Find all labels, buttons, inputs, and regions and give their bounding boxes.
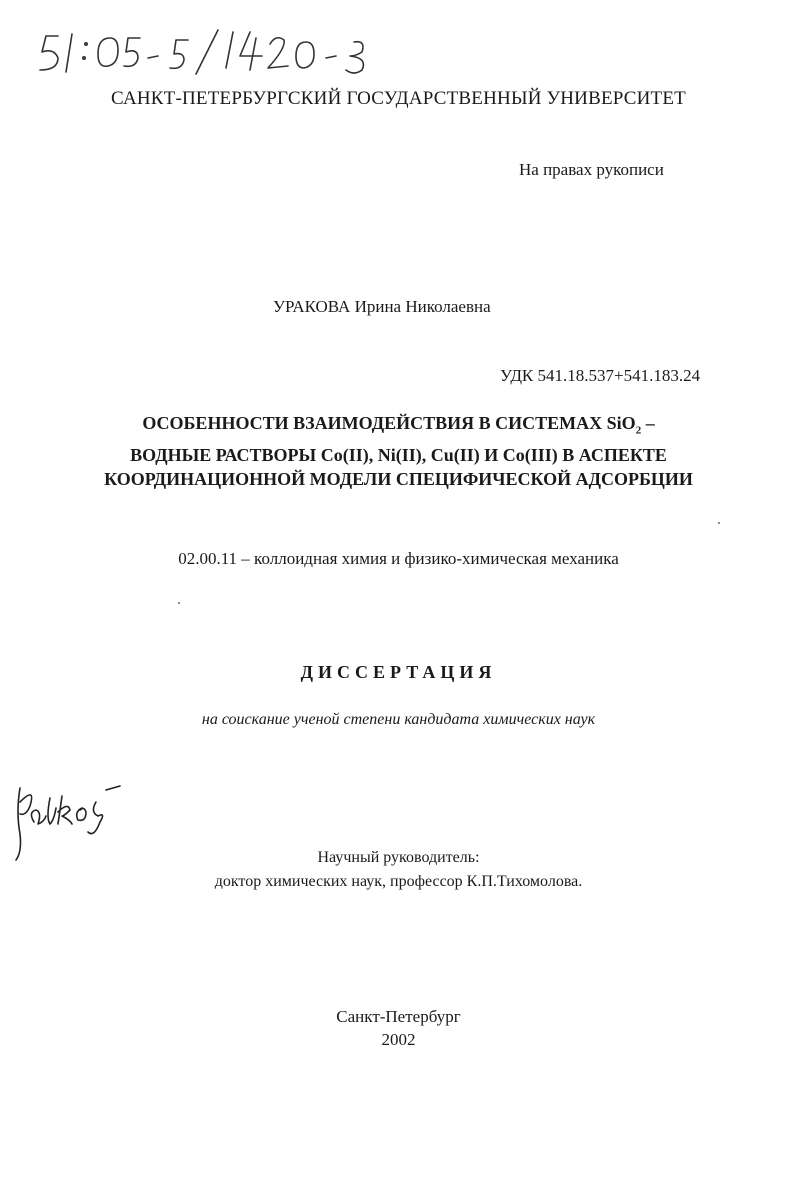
city: Санкт-Петербург <box>336 1007 461 1026</box>
scan-speck <box>178 602 180 604</box>
document-type: ДИССЕРТАЦИЯ <box>300 662 497 682</box>
dissertation-title <box>0 411 797 491</box>
title-line-1: ОСОБЕННОСТИ ВЗАИМОДЕЙСТВИЯ В СИСТЕМАХ SiO$_2$ – <box>142 413 655 437</box>
title-line-3: КООРДИНАЦИОННОЙ МОДЕЛИ СПЕЦИФИЧЕСКОЙ АДСОРБЦИИ <box>104 468 693 489</box>
udk-code: УДК 541.18.537+541.183.24 <box>500 366 701 385</box>
year: 2002 <box>381 1030 416 1049</box>
degree-statement: на соискание ученой степени кандидата химических наук <box>201 711 596 728</box>
supervisor-label: Научный руководитель: <box>317 849 480 866</box>
handwritten-signature <box>6 772 126 864</box>
supervisor-name: доктор химических наук, профессор К.П.Тихомолова. <box>214 873 583 890</box>
author-name: УРАКОВА Ирина Николаевна <box>273 297 491 316</box>
handwritten-archive-number <box>28 14 408 84</box>
rights-note: На правах рукописи <box>519 160 664 179</box>
place-and-year <box>0 1005 797 1051</box>
title-line-2: ВОДНЫЕ РАСТВОРЫ Co(II), Ni(II), Cu(II) И Co(III) В АСПЕКТЕ <box>130 444 667 465</box>
university-name: САНКТ-ПЕТЕРБУРГСКИЙ ГОСУДАРСТВЕННЫЙ УНИВЕРСИТЕТ <box>111 88 686 109</box>
scan-speck <box>718 522 720 524</box>
specialty-code: 02.00.11 – коллоидная химия и физико-химическая механика <box>178 549 619 568</box>
